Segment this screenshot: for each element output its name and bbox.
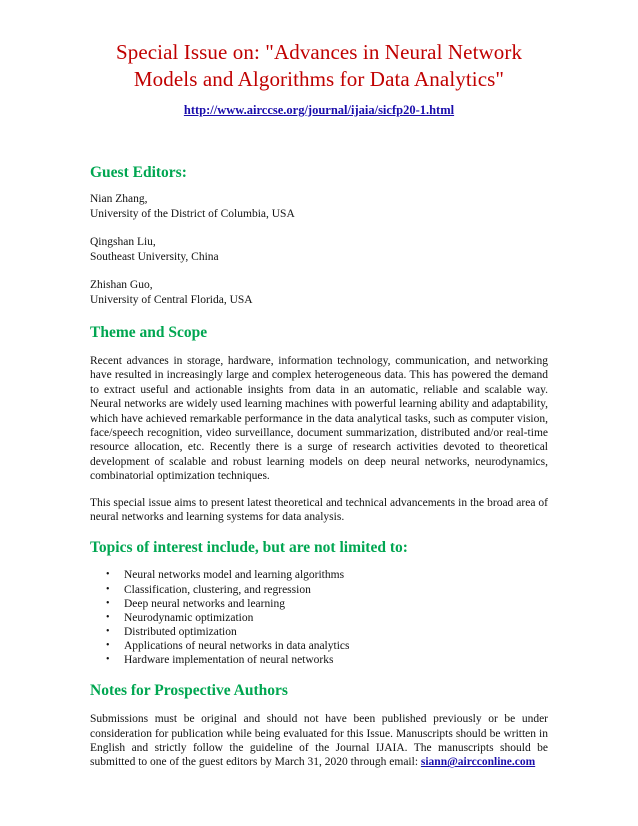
bullet-icon: •	[106, 597, 110, 609]
list-item	[106, 639, 548, 653]
editor-name: Zhishan Guo,	[90, 279, 153, 291]
page-title	[90, 0, 548, 93]
guest-editors-list	[90, 192, 548, 307]
topic-text: Hardware implementation of neural networks	[124, 654, 334, 667]
title-line-2: Models and Algorithms for Data Analytics"	[133, 67, 505, 91]
bullet-icon: •	[106, 569, 110, 581]
editor-affiliation: Southeast University, China	[90, 250, 219, 263]
notes-paragraph	[90, 712, 548, 770]
bullet-icon: •	[106, 625, 110, 637]
bullet-icon: •	[106, 639, 110, 651]
topics-heading: Topics of interest include, but are not limited to:	[90, 539, 408, 557]
editor-entry	[90, 278, 548, 307]
bullet-icon: •	[106, 583, 110, 595]
notes-heading: Notes for Prospective Authors	[90, 682, 288, 700]
list-item	[106, 625, 548, 639]
bullet-icon: •	[106, 611, 110, 623]
topic-text: Neural networks model and learning algorithms	[124, 569, 345, 582]
notes-text: Submissions must be original and should not have been published previously or be under consideration for publication while being evaluated for this Issue. Manuscripts should be written in English and strictly follow the guideline of the Journal IJAIA. The manuscripts should be submitted to one of the guest editors by March 31, 2020 through email:	[90, 713, 548, 769]
email-link[interactable]: siann@aircconline.com	[420, 756, 536, 769]
list-item	[106, 583, 548, 597]
editor-name: Qingshan Liu,	[90, 236, 156, 248]
topic-text: Classification, clustering, and regression	[124, 583, 311, 596]
editor-affiliation: University of Central Florida, USA	[90, 293, 253, 306]
editor-entry	[90, 235, 548, 264]
editor-name: Nian Zhang,	[90, 193, 148, 205]
topic-text: Deep neural networks and learning	[124, 597, 285, 610]
topic-text: Neurodynamic optimization	[124, 611, 254, 624]
topic-text: Distributed optimization	[124, 625, 237, 638]
list-item	[106, 568, 548, 582]
editor-affiliation: University of the District of Columbia, USA	[90, 207, 295, 220]
topics-list	[90, 568, 548, 667]
theme-scope-heading: Theme and Scope	[90, 324, 208, 341]
call-for-papers-link[interactable]: http://www.airccse.org/journal/ijaia/sicfp20-1.html	[183, 103, 455, 117]
list-item	[106, 653, 548, 667]
topic-text: Applications of neural networks in data analytics	[124, 639, 350, 652]
list-item	[106, 597, 548, 611]
guest-editors-heading: Guest Editors:	[90, 164, 187, 181]
title-line-1: Special Issue on: "Advances in Neural Network	[115, 40, 523, 64]
editor-entry	[90, 192, 548, 221]
theme-paragraph-1: Recent advances in storage, hardware, information technology, communication, and networking have resulted in increasingly large and complex heterogeneous data. This has powered the demand to extract useful and actionable insights from data in an automatic, reliable and scalable way. Neural networks are widely used learning machines with powerful learning ability and adaptability, which have achieved remarkable performance in the data analytical tasks, such as computer vision, face/speech recognition, video surveillance, document summarization, distributed and/or real-time resource allocation, etc. Recently there is a surge of research activities devoted to theoretical development of scalable and robust learning models on deep neural networks, neurodynamics, combinatorial optimization techniques.	[90, 355, 548, 483]
list-item	[106, 611, 548, 625]
theme-paragraph-2: This special issue aims to present latest theoretical and technical advancements in the broad area of neural networks and learning systems for data analysis.	[90, 496, 548, 524]
bullet-icon: •	[106, 654, 110, 666]
